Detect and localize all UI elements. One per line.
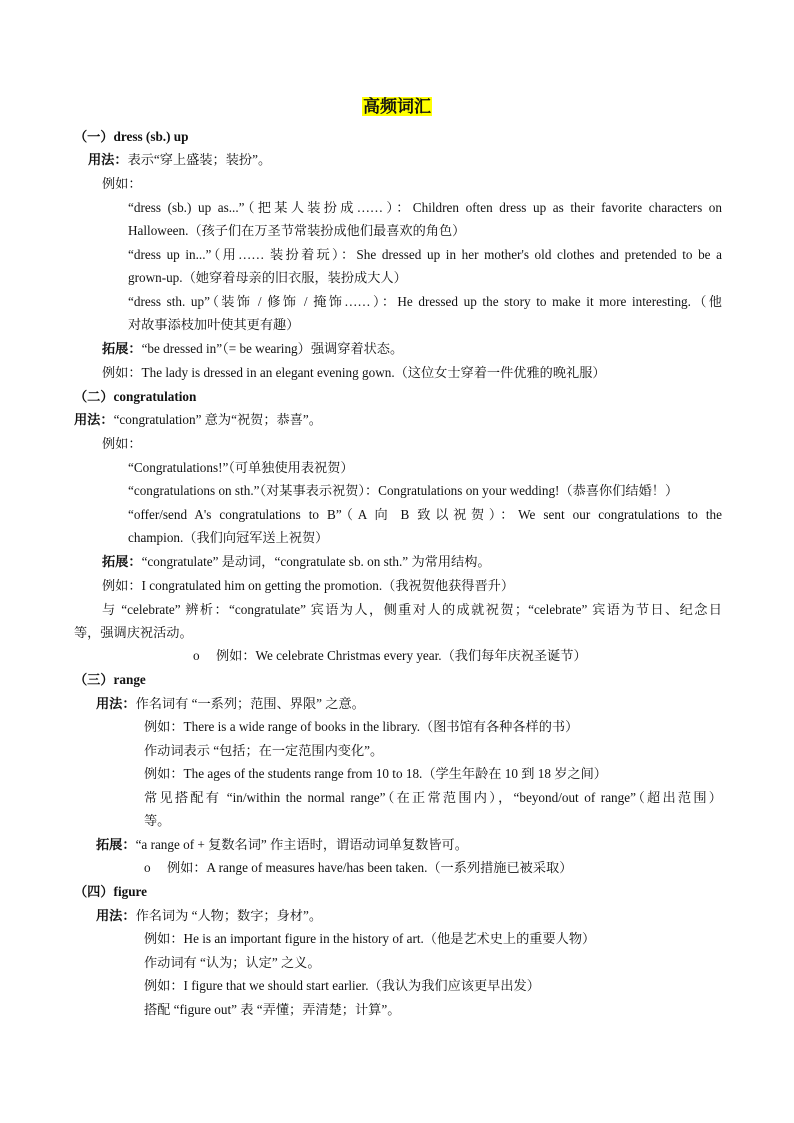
section-heading-range: （三）range	[74, 672, 146, 687]
collocation-line: 等。	[144, 813, 171, 828]
extension-example: 例如：The lady is dressed in an elegant evening gown.（这位女士穿着一件优雅的晚礼服）	[102, 365, 606, 380]
usage-label: 用法：	[96, 696, 136, 711]
example-line: “dress sth. up”（装饰 / 修饰 / 掩饰……）：He dressed up the story to make it more interesting.（他	[128, 294, 722, 309]
usage-detail: 作动词有 “认为；认定” 之义。	[144, 955, 321, 970]
section-heading-congratulation: （二）congratulation	[74, 389, 197, 404]
example-line: 对故事添枝加叶使其更有趣）	[128, 317, 300, 332]
usage-text: 作名词为 “人物；数字；身材”。	[135, 908, 323, 923]
comparison-example: 例如：We celebrate Christmas every year.（我们每年庆祝圣诞节）	[216, 648, 587, 663]
collocation-line: 常见搭配有 “in/within the normal range”（在正常范围内），“beyond/out of range”（超出范围）	[144, 790, 722, 805]
usage-line	[96, 695, 365, 713]
usage-line	[96, 907, 322, 925]
usage-line	[88, 151, 271, 169]
comparison-line: 与 “celebrate” 辨析：“congratulate” 宾语为人，侧重对人的成就祝贺；“celebrate” 宾语为节日、纪念日	[102, 602, 722, 617]
usage-text: 表示“穿上盛装；装扮”。	[127, 152, 272, 167]
extension-label: 拓展：	[102, 554, 142, 569]
usage-label: 用法：	[96, 908, 136, 923]
extension-line	[96, 836, 468, 854]
usage-text: “congratulation” 意为“祝贺；恭喜”。	[113, 412, 322, 427]
example-line: champion.（我们向冠军送上祝贺）	[128, 530, 329, 545]
comparison-line: 等，强调庆祝活动。	[74, 625, 193, 640]
extension-label: 拓展：	[96, 837, 136, 852]
bullet-marker: o	[144, 860, 151, 875]
example-line: “congratulations on sth.”（对某事表示祝贺）：Congratulations on your wedding!（恭喜你们结婚！）	[128, 483, 679, 498]
example-line: grown-up.（她穿着母亲的旧衣服，装扮成大人）	[128, 270, 407, 285]
extension-text: “congratulate” 是动词，“congratulate sb. on sth.” 为常用结构。	[141, 554, 491, 569]
example-line: “offer/send A's congratulations to B”（A 向 B 致以祝贺）：We sent our congratulations to the	[128, 507, 722, 522]
example-line: 例如：I figure that we should start earlier.（我认为我们应该更早出发）	[144, 978, 540, 993]
extension-line	[102, 553, 491, 571]
extension-line	[102, 340, 403, 358]
extension-label: 拓展：	[102, 341, 142, 356]
usage-detail: 作动词表示 “包括；在一定范围内变化”。	[144, 743, 384, 758]
example-line: 例如：There is a wide range of books in the library.（图书馆有各种各样的书）	[144, 719, 579, 734]
usage-label: 用法：	[88, 152, 128, 167]
example-line: 例如：The ages of the students range from 10 to 18.（学生年龄在 10 到 18 岁之间）	[144, 766, 607, 781]
extension-example: 例如：I congratulated him on getting the promotion.（我祝贺他获得晋升）	[102, 578, 515, 593]
page-title: 高频词汇	[363, 97, 431, 116]
collocation-line: 搭配 “figure out” 表 “弄懂；弄清楚；计算”。	[144, 1002, 401, 1017]
usage-label: 用法：	[74, 412, 114, 427]
example-label: 例如：	[102, 436, 142, 451]
example-line: 例如：He is an important figure in the history of art.（他是艺术史上的重要人物）	[144, 931, 596, 946]
example-line: “dress (sb.) up as...”（把某人装扮成……）：Children often dress up as their favorite characters on	[128, 200, 722, 215]
example-line: “Congratulations!”（可单独使用表祝贺）	[128, 460, 354, 475]
extension-text: “a range of + 复数名词” 作主语时，谓语动词单复数皆可。	[135, 837, 468, 852]
example-line: Halloween.（孩子们在万圣节常装扮成他们最喜欢的角色）	[128, 223, 466, 238]
example-label: 例如：	[102, 176, 142, 191]
section-heading-figure: （四）figure	[74, 884, 148, 899]
example-line: “dress up in...”（用…… 装扮着玩）：She dressed up in her mother's old clothes and pretended to be a	[128, 247, 722, 262]
extension-example: 例如：A range of measures have/has been taken.（一系列措施已被采取）	[167, 860, 573, 875]
extension-text: “be dressed in”（= be wearing）强调穿着状态。	[141, 341, 404, 356]
section-heading-dress-up: （一）dress (sb.) up	[74, 129, 189, 144]
usage-text: 作名词有 “一系列；范围、界限” 之意。	[135, 696, 365, 711]
bullet-marker: o	[193, 648, 200, 663]
usage-line	[74, 411, 322, 429]
